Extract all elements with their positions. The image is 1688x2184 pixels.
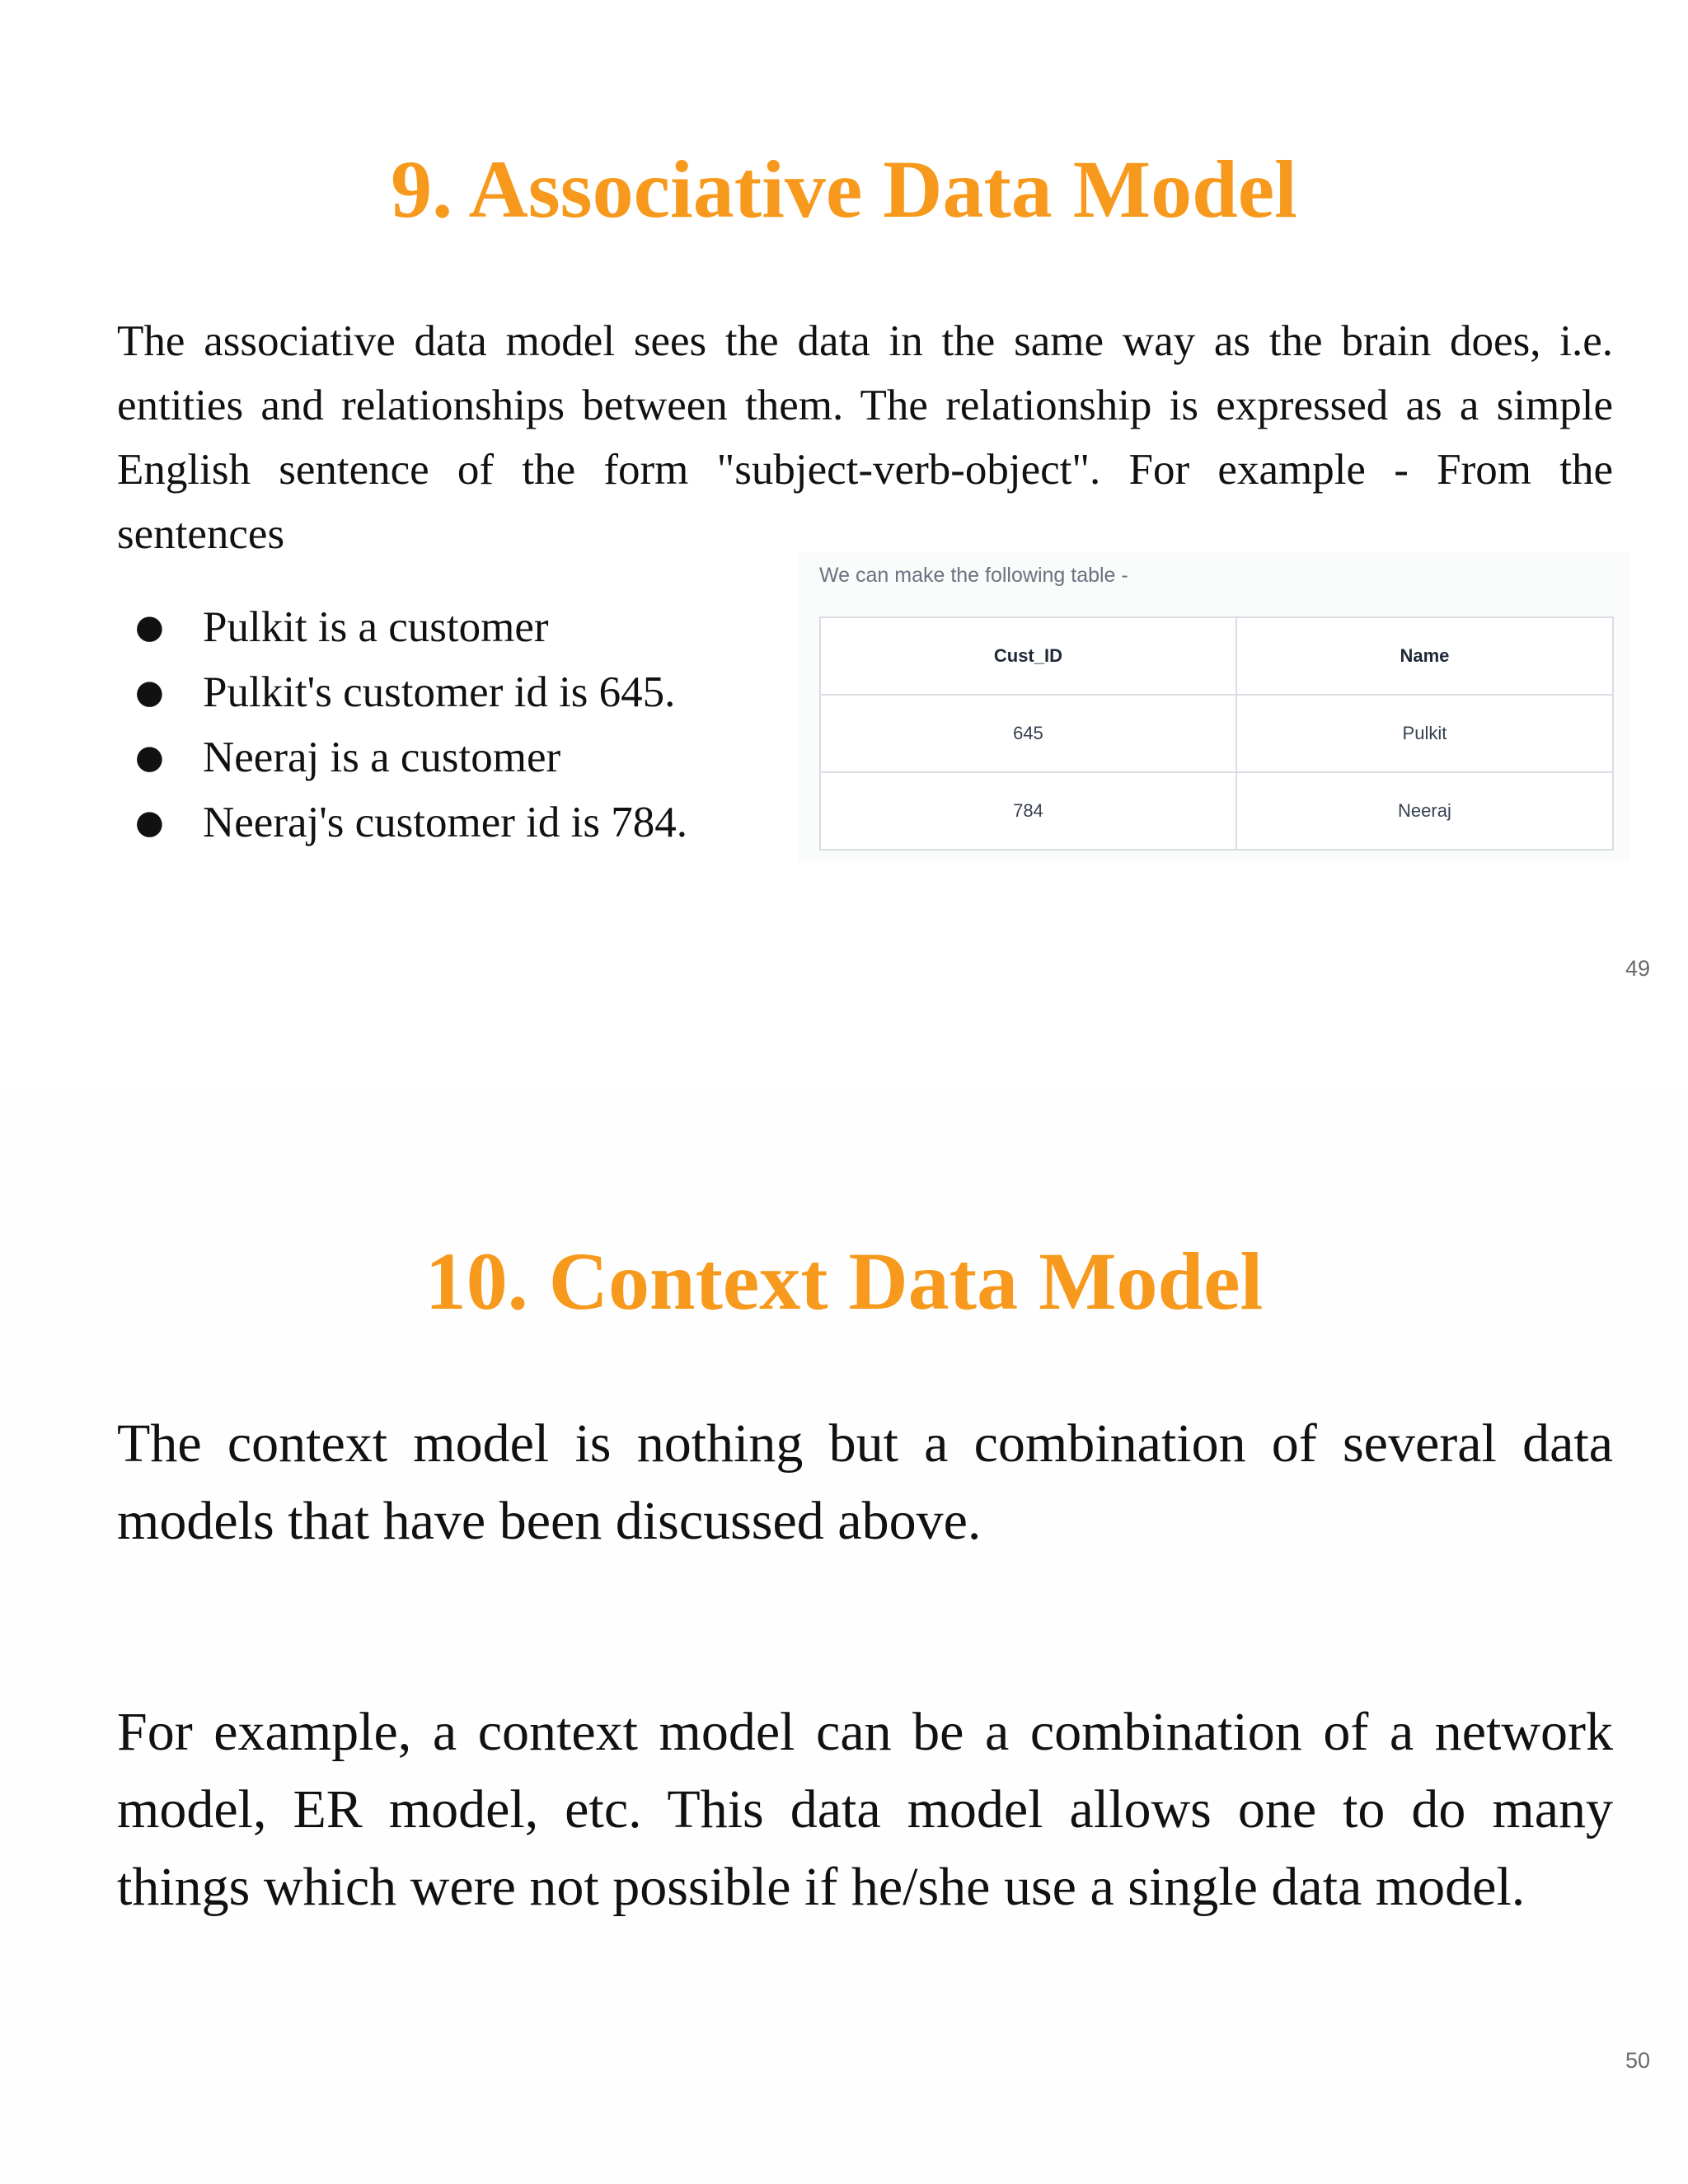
column-header-name: Name [1236,617,1613,695]
list-item-text: Pulkit's customer id is 645. [203,668,676,716]
table-caption: We can make the following table - [819,564,1128,587]
table-row [820,772,1613,850]
list-item [117,595,687,660]
column-header-cust-id: Cust_ID [820,617,1236,695]
bullet-icon: ● [135,608,164,646]
list-item [117,790,687,855]
section-heading-associative: 9. Associative Data Model [391,143,1297,235]
bullet-icon: ● [135,804,164,841]
example-sentence-list [117,595,687,855]
table-row [820,695,1613,772]
list-item-text: Neeraj's customer id is 784. [203,799,687,846]
list-item [117,725,687,790]
table-cell-cust-id: 784 [820,772,1236,850]
list-item-text: Pulkit is a customer [203,603,549,651]
page-50 [0,1092,1688,2184]
intro-paragraph: The associative data model sees the data in the same way as the brain does, i.e. entities and relationships between them. The relationship is expressed as a simple English sentence of the form "subject-verb-object". For example - From the sentences [117,317,1613,558]
context-paragraph-1: The context model is nothing but a combination of several data models that have been discussed above. [117,1413,1613,1551]
bullet-icon: ● [135,738,164,776]
bullet-icon: ● [135,673,164,711]
table-cell-cust-id: 645 [820,695,1236,772]
customer-table-figure [798,552,1630,861]
page-number: 49 [1625,956,1650,981]
table-cell-name: Pulkit [1236,695,1613,772]
list-item-text: Neeraj is a customer [203,733,561,781]
page-number: 50 [1625,2048,1650,2073]
table-cell-name: Neeraj [1236,772,1613,850]
context-paragraph-2: For example, a context model can be a combination of a network model, ER model, etc. This data model allows one to do many things which were not possible if he/she use a single data model. [117,1702,1613,1917]
table-header-row [820,617,1613,695]
section-heading-context: 10. Context Data Model [424,1235,1264,1327]
list-item [117,660,687,725]
customer-table [819,616,1614,851]
